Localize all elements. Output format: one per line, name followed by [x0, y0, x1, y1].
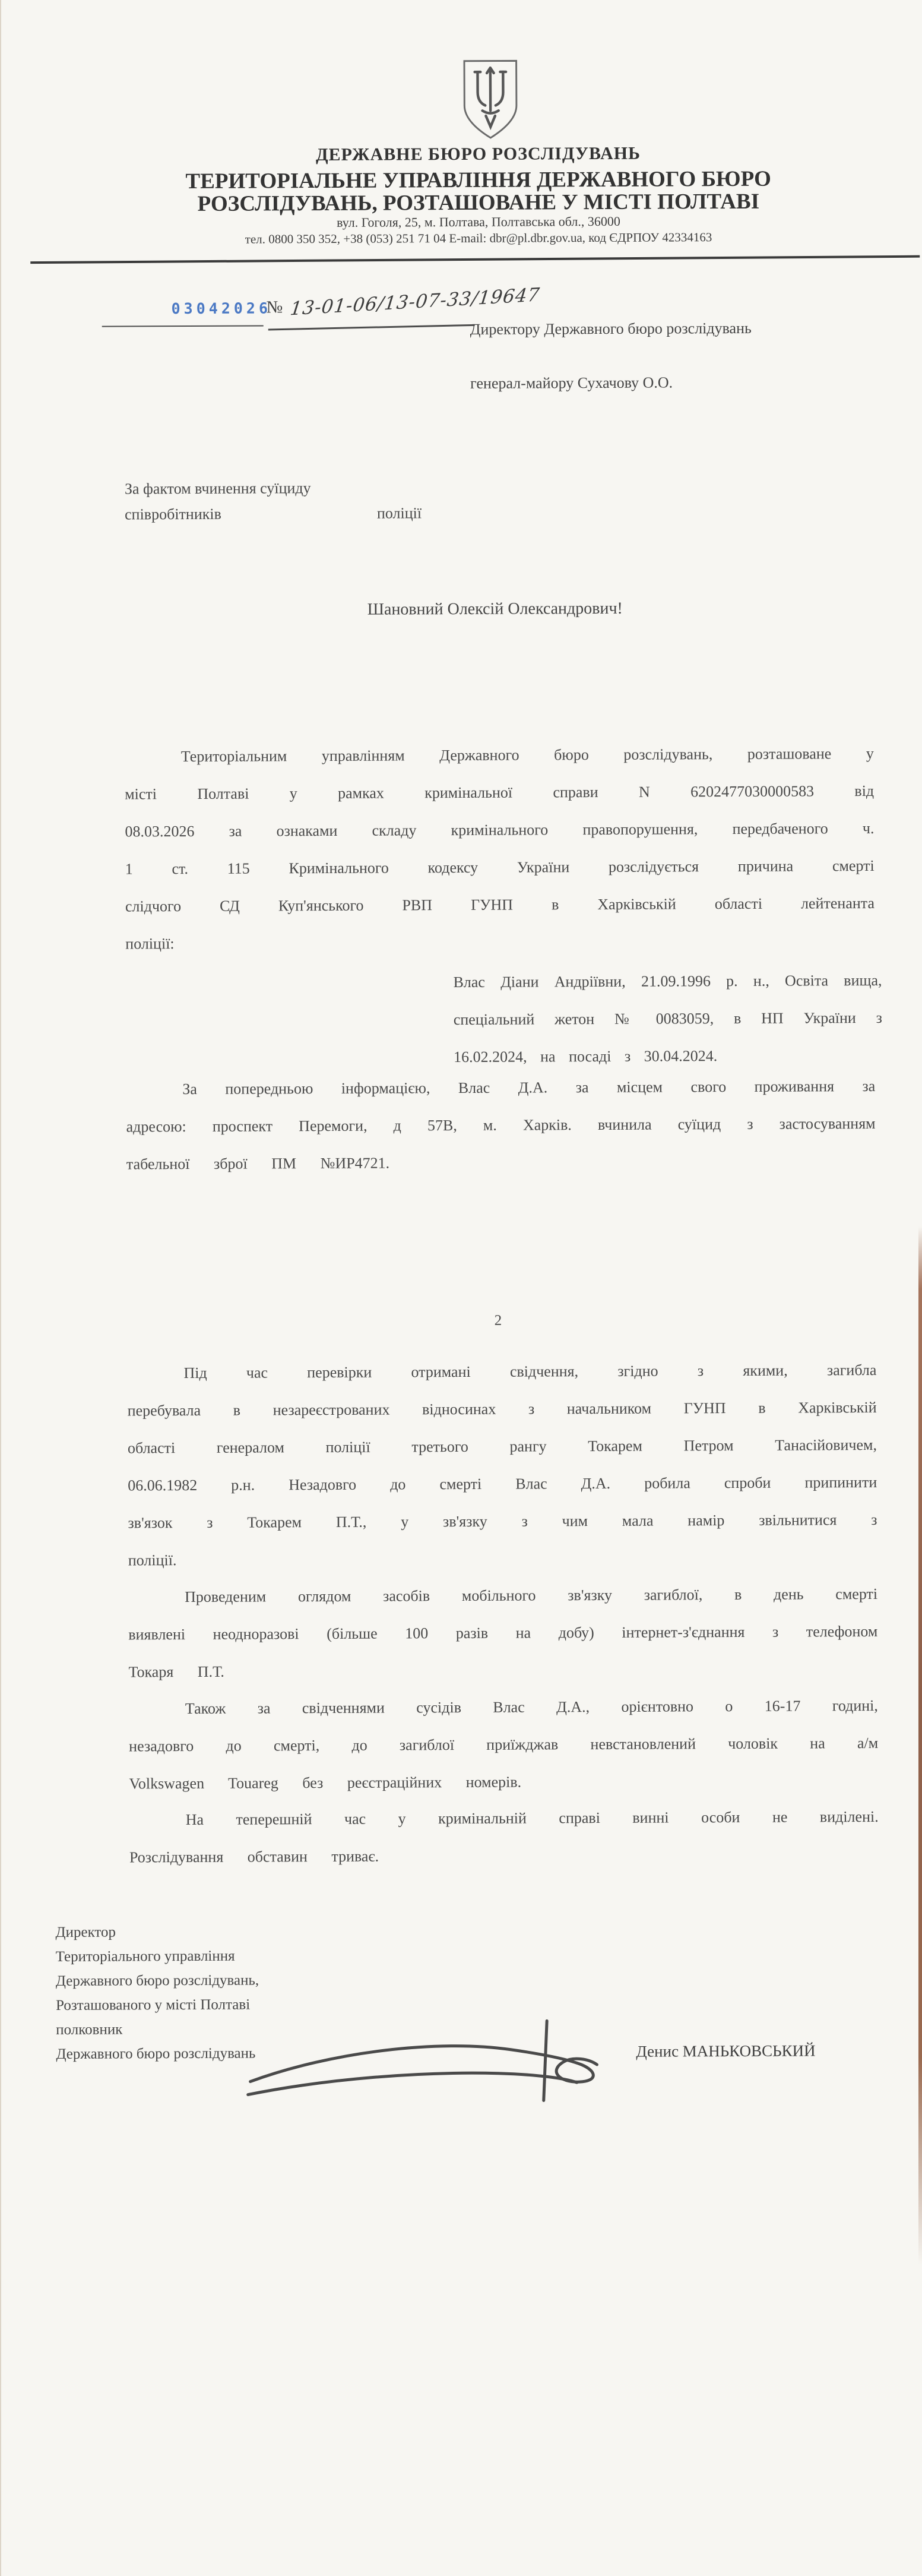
org-name-top: ДЕРЖАВНЕ БЮРО РОЗСЛІДУВАНЬ [315, 143, 641, 165]
org-address: вул. Гоголя, 25, м. Полтава, Полтавська обл., 36000 [337, 213, 620, 230]
outgoing-number-underline [268, 324, 475, 330]
signature-title-line: Державного бюро розслідувань [56, 2045, 256, 2062]
recipient-name: генерал-майору Сухачову О.О. [470, 374, 673, 392]
signature-title-line: Директор [55, 1924, 116, 1940]
signature-title-block [55, 1920, 259, 2066]
letterhead-divider-rule [30, 255, 920, 264]
signature-title-line: полковник [56, 2021, 123, 2038]
handwritten-outgoing-number: 13-01-06/13-07-33/19647 [289, 284, 541, 320]
signature-title-line: Державного бюро розслідувань, [55, 1972, 259, 1989]
page-number: 2 [494, 1312, 502, 1329]
subject-line-1: За фактом вчинення суїциду [124, 479, 311, 498]
handwritten-signature-icon [243, 2004, 647, 2113]
signature-title-line: Розташованого у місті Полтаві [55, 1996, 251, 2014]
org-contacts: тел. 0800 350 352, +38 (053) 251 71 04 E-mail: dbr@pl.dbr.gov.ua, код ЄДРПОУ 42334163 [245, 230, 712, 246]
subject-word-1: співробітників [125, 505, 221, 523]
registration-stamp-underline [102, 325, 264, 327]
subject-line-2 [125, 504, 422, 523]
org-name-line2: РОЗСЛІДУВАНЬ, РОЗТАШОВАНЕ У МІСТІ ПОЛТАВІ [197, 189, 760, 216]
registration-stamp-number: 03042026 [171, 299, 272, 318]
signature-title-line: Територіального управління [55, 1948, 235, 1965]
body-paragraph-4: Проведеним оглядом засобів мобільного зв'язку загиблої, в день смерті виявлені неодноразові (більше 100 разів на добу) інтернет-з'єднання з телефоном Токаря П.Т. [128, 1585, 878, 1681]
outgoing-number-label: № [266, 298, 283, 317]
org-name-line1: ТЕРИТОРІАЛЬНЕ УПРАВЛІННЯ ДЕРЖАВНОГО БЮРО [185, 166, 771, 194]
body-paragraph-5: Також за свідченнями сусідів Влас Д.А., орієнтовно о 16-17 годині, незадовго до смерті, до загиблої приїжджав невстановлений чоловік на а/м Volkswagen Touareg без реєстраційних номерів. [129, 1696, 879, 1793]
body-paragraph-6: На теперешній час у кримінальній справі винні особи не виділені. Розслідування обставин триває. [129, 1807, 879, 1866]
body-paragraph-1: Територіальним управлінням Державного бюро розслідувань, розташоване у місті Полтаві у рамках кримінальної справи N 6202477030000583 від 08.03.2026 за ознаками складу кримінального правопорушення, передбаченого ч. 1 ст. 115 Кримінального кодексу України розслідується причина смерті слідчого СД Куп'янського РВП ГУНП в Харківській області лейтенанта поліції: [125, 744, 875, 953]
victim-details-block: Влас Діани Андріївни, 21.09.1996 р. н., Освіта вища, спеціальний жетон № 0083059, в НП України з 16.02.2024, на посаді з 30.04.2024. [453, 971, 882, 1066]
recipient-title: Директору Державного бюро розслідувань [470, 319, 752, 338]
subject-word-2: поліції [376, 504, 422, 522]
ukraine-trident-emblem-icon [455, 56, 526, 144]
body-paragraph-2: За попередньою інформацією, Влас Д.А. за місцем свого проживання за адресою: проспект Перемоги, д 57В, м. Харків. вчинила суїцид з застосуванням табельної зброї ПМ №ИР4721. [126, 1077, 876, 1173]
body-paragraph-3: Під час перевірки отримані свідчення, згідно з якими, загибла перебувала в незареєстрованих відносинах з начальником ГУНП в Харківській області генералом поліції третього рангу Токарем Петром Танасійовичем, 06.06.1982 р.н. Незадовго до смерті Влас Д.А. робила спроби припинити зв'язок з Токарем П.Т., у зв'язку з чим мала намір звільнитися з поліції. [127, 1361, 877, 1569]
salutation: Шановний Олексій Олександрович! [367, 599, 623, 619]
signer-name: Денис МАНЬКОВСЬКИЙ [636, 2041, 816, 2060]
